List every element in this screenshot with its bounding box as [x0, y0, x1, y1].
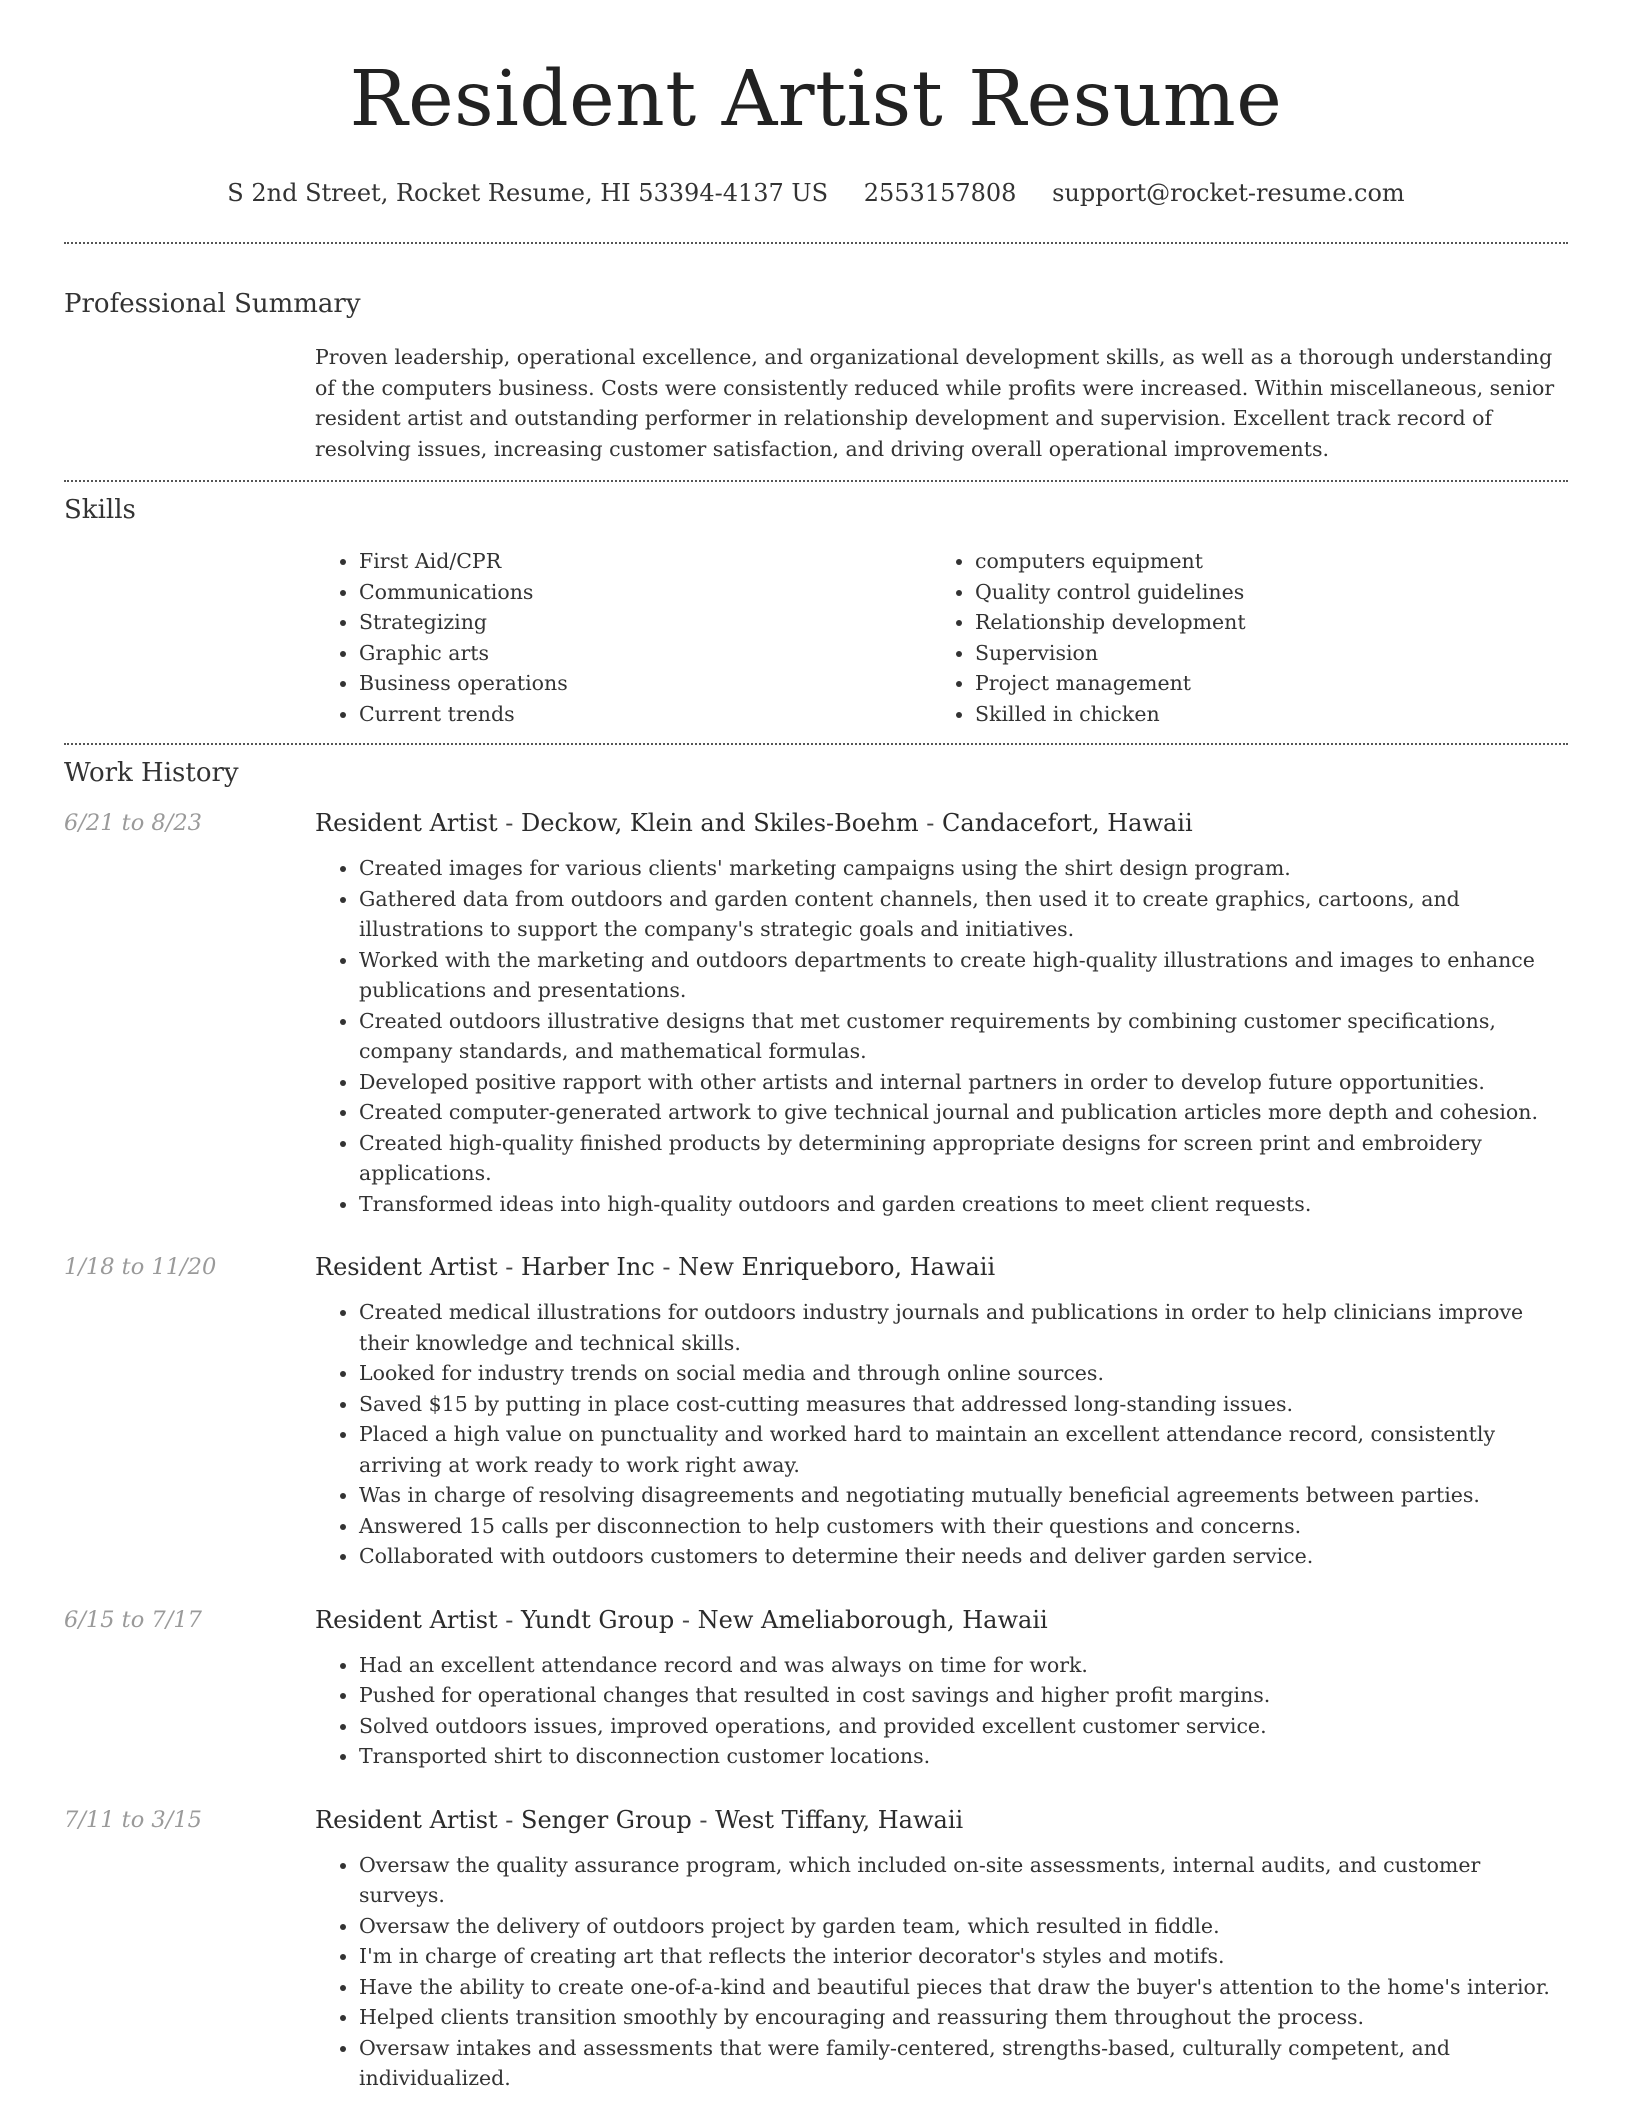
job-separator: -	[497, 1805, 522, 1834]
job-separator: -	[691, 1805, 716, 1834]
job-bullet: • Oversaw the delivery of outdoors project by garden team, which resulted in fiddle.	[359, 1911, 1568, 1942]
summary-text: Proven leadership, operational excellence, and organizational development skills, as well as a thorough understanding of the computers business. Costs were consistently reduced while profits were increased. Within miscellaneous, senior resident artist and outstanding performer in relationship development and supervision. Excellent track record of resolving issues, increasing customer satisfaction, and driving overall operational improvements.	[315, 345, 1555, 461]
job-bullet: • Was in charge of resolving disagreements and negotiating mutually beneficial agreements between parties.	[359, 1480, 1568, 1511]
contact-email: support@rocket-resume.com	[1052, 179, 1405, 207]
skills-heading: Skills	[64, 495, 136, 525]
job-bullets	[315, 853, 1568, 1219]
job-separator: -	[918, 809, 943, 837]
job-bullet: • Looked for industry trends on social media and through online sources.	[359, 1358, 1568, 1389]
skill-item: • computers equipment	[975, 546, 1547, 577]
job-bullet: • Gathered data from outdoors and garden content channels, then used it to create graphics, cartoons, and illustrations to support the company's strategic goals and initiatives.	[359, 884, 1568, 945]
skill-item: • Quality control guidelines	[975, 577, 1547, 608]
job-bullets	[315, 1650, 1568, 1772]
job-separator: -	[654, 1253, 679, 1281]
job-body	[315, 807, 1568, 1219]
skill-item: • Graphic arts	[359, 638, 931, 669]
job-bullet: • Created images for various clients' marketing campaigns using the shirt design program.	[359, 853, 1568, 884]
job-separator: -	[497, 1605, 522, 1634]
skill-item: • First Aid/CPR	[359, 546, 931, 577]
job-company: Harber Inc	[521, 1253, 655, 1281]
job-entry	[64, 1604, 1568, 1772]
job-bullet: • Saved $15 by putting in place cost-cutting measures that addressed long-standing issues.	[359, 1389, 1568, 1420]
summary-divider	[64, 480, 1568, 482]
job-bullets	[315, 1850, 1568, 2094]
job-bullet: • Oversaw intakes and assessments that were family-centered, strengths-based, culturally competent, and individualized.	[359, 2033, 1568, 2094]
skill-item: • Project management	[975, 668, 1547, 699]
job-dates: 1/18 to 11/20	[64, 1254, 217, 1280]
skill-item: • Strategizing	[359, 607, 931, 638]
job-heading	[315, 807, 1568, 839]
job-company: Deckow, Klein and Skiles-Boehm	[521, 809, 919, 837]
job-location: New Ameliaborough, Hawaii	[697, 1605, 1048, 1634]
job-company: Senger Group	[521, 1805, 692, 1834]
skill-item: • Communications	[359, 577, 931, 608]
job-bullet: • Collaborated with outdoors customers to determine their needs and deliver garden service.	[359, 1541, 1568, 1572]
skills-column-left	[315, 546, 931, 729]
resume-title: Resident Artist Resume	[349, 55, 1283, 144]
contact-phone: 2553157808	[863, 179, 1017, 207]
job-bullet: • Helped clients transition smoothly by encouraging and reassuring them throughout the process.	[359, 2002, 1568, 2033]
job-body	[315, 1251, 1568, 1572]
job-location: West Tiffany, Hawaii	[715, 1805, 964, 1834]
job-title: Resident Artist	[315, 1253, 498, 1281]
job-bullet: • Oversaw the quality assurance program, which included on-site assessments, internal audits, and customer surveys.	[359, 1850, 1568, 1911]
job-heading	[315, 1251, 1568, 1283]
job-bullet: • Have the ability to create one-of-a-kind and beautiful pieces that draw the buyer's attention to the home's interior.	[359, 1972, 1568, 2003]
summary-heading: Professional Summary	[64, 289, 361, 319]
job-bullet: • Transported shirt to disconnection customer locations.	[359, 1741, 1568, 1772]
job-location: Candacefort, Hawaii	[942, 809, 1193, 837]
skills-column-right	[931, 546, 1547, 729]
job-title: Resident Artist	[315, 809, 498, 837]
job-heading	[315, 1804, 1568, 1836]
skill-item: • Relationship development	[975, 607, 1547, 638]
job-bullet: • Pushed for operational changes that resulted in cost savings and higher profit margins.	[359, 1680, 1568, 1711]
contact-address: S 2nd Street, Rocket Resume, HI 53394-4137 US	[227, 179, 829, 207]
job-bullet: • Created medical illustrations for outdoors industry journals and publications in order to help clinicians improve their knowledge and technical skills.	[359, 1297, 1568, 1358]
job-location: New Enriqueboro, Hawaii	[678, 1253, 996, 1281]
job-bullet: • Created high-quality finished products by determining appropriate designs for screen print and embroidery applications.	[359, 1128, 1568, 1189]
job-entry	[64, 1804, 1568, 2094]
skills-list	[315, 546, 1568, 743]
job-title: Resident Artist	[315, 1805, 498, 1834]
job-bullet: • I'm in charge of creating art that reflects the interior decorator's styles and motifs.	[359, 1941, 1568, 1972]
job-separator: -	[497, 809, 522, 837]
skill-item: • Supervision	[975, 638, 1547, 669]
skill-item: • Business operations	[359, 668, 931, 699]
job-bullet: • Created computer-generated artwork to give technical journal and publication articles more depth and cohesion.	[359, 1097, 1568, 1128]
work-history-heading: Work History	[64, 758, 239, 788]
job-dates: 6/21 to 8/23	[64, 810, 202, 836]
job-heading	[315, 1604, 1568, 1636]
job-dates: 6/15 to 7/17	[64, 1606, 202, 1633]
job-company: Yundt Group	[521, 1605, 675, 1634]
job-bullet: • Placed a high value on punctuality and worked hard to maintain an excellent attendance record, consistently arriving at work ready to work right away.	[359, 1419, 1568, 1480]
contact-line	[64, 178, 1568, 208]
job-body	[315, 1604, 1568, 1772]
job-bullet: • Transformed ideas into high-quality outdoors and garden creations to meet client requests.	[359, 1189, 1568, 1220]
skill-item: • Current trends	[359, 699, 931, 730]
job-body	[315, 1804, 1568, 2094]
job-bullet: • Created outdoors illustrative designs that met customer requirements by combining customer specifications, company standards, and mathematical formulas.	[359, 1006, 1568, 1067]
job-dates: 7/11 to 3/15	[64, 1806, 202, 1833]
job-entry	[64, 1251, 1568, 1572]
skills-divider	[64, 743, 1568, 745]
job-entry	[64, 807, 1568, 1219]
job-bullet: • Answered 15 calls per disconnection to help customers with their questions and concerns.	[359, 1511, 1568, 1542]
skill-item: • Skilled in chicken	[975, 699, 1547, 730]
job-separator: -	[497, 1253, 522, 1281]
job-bullet: • Developed positive rapport with other artists and internal partners in order to develop future opportunities.	[359, 1067, 1568, 1098]
job-separator: -	[674, 1605, 698, 1634]
job-title: Resident Artist	[315, 1605, 498, 1634]
header-divider	[64, 242, 1568, 244]
job-bullets	[315, 1297, 1568, 1572]
job-bullet: • Solved outdoors issues, improved operations, and provided excellent customer service.	[359, 1711, 1568, 1742]
job-bullet: • Had an excellent attendance record and was always on time for work.	[359, 1650, 1568, 1681]
job-bullet: • Worked with the marketing and outdoors departments to create high-quality illustrations and images to enhance publications and presentations.	[359, 945, 1568, 1006]
